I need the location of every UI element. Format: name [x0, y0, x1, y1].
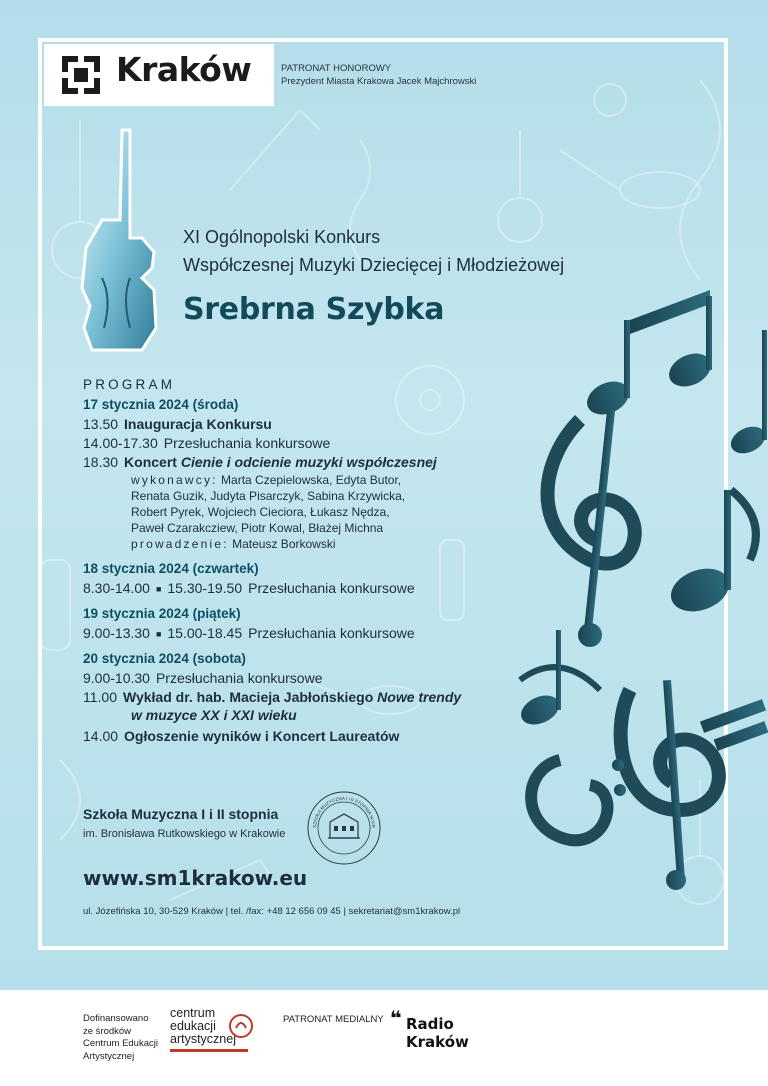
- day-2-heading: 18 stycznia 2024 (czwartek): [83, 561, 259, 576]
- day-3-row: [83, 624, 523, 644]
- time: 9.00-10.30: [83, 669, 150, 686]
- patronat-person: Prezydent Miasta Krakowa Jacek Majchrowski: [281, 76, 477, 87]
- seal-text: SZKOŁA MUZYCZNA I i II STOPNIA W KR: [311, 795, 377, 829]
- day-1-row-2: [83, 434, 523, 453]
- event-text-italic: Nowe trendy: [377, 688, 462, 705]
- funding-note: [83, 1013, 158, 1063]
- title-line-1: XI Ogólnopolski Konkurs: [183, 227, 381, 247]
- event-text: Przesłuchania konkursowe: [248, 580, 415, 596]
- day-3-heading: 19 stycznia 2024 (piątek): [83, 605, 241, 621]
- funding-line-2: ze środków: [83, 1025, 132, 1037]
- time: 13.50: [83, 416, 119, 432]
- event-text: Ogłoszenie wyników i Koncert Laureatów: [124, 727, 400, 744]
- performers-line-1: [83, 472, 523, 488]
- media-patronage-label: PATRONAT MEDIALNY: [283, 1014, 384, 1025]
- day-2-row: [83, 579, 523, 599]
- host-label: prowadzenie:: [131, 537, 229, 551]
- event-text-bold: Koncert: [124, 454, 177, 470]
- bullet-icon: ■: [155, 583, 162, 594]
- radio-krakow-logo: [390, 1008, 490, 1060]
- time: 14.00: [83, 727, 119, 744]
- radio-line-2: Kraków: [406, 1033, 469, 1051]
- event-text-italic: Cienie i odcienie muzyki współczesnej: [180, 454, 437, 470]
- funding-line-4: Artystycznej: [83, 1050, 135, 1062]
- cea-line-2: edukacji: [170, 1019, 216, 1033]
- time: 14.00-17.30: [83, 435, 158, 451]
- svg-text:SZKOŁA MUZYCZNA I i II STOPNIA: [306, 790, 376, 829]
- radio-line-1: Radio: [406, 1015, 454, 1033]
- radio-quote-icon: ❝: [390, 1006, 402, 1030]
- event-text: Przesłuchania konkursowe: [248, 624, 415, 641]
- event-text-bold: Wykład dr. hab. Macieja Jabłońskiego: [123, 688, 374, 705]
- day-4-row-1: [83, 669, 523, 688]
- school-patron: im. Bronisława Rutkowskiego w Krakowie: [83, 828, 286, 840]
- day-4-heading: 20 stycznia 2024 (sobota): [83, 650, 246, 666]
- time-b: 15.30-19.50: [167, 580, 243, 596]
- time: 18.30: [83, 454, 119, 470]
- day-1-row-3: [83, 453, 523, 472]
- host-name: Mateusz Borkowski: [232, 537, 336, 551]
- performers-line-4: Paweł Czarakcziew, Piotr Kowal, Błażej Michna: [131, 521, 384, 535]
- event-text: Inauguracja Konkursu: [124, 416, 272, 432]
- time-b: 15.00-18.45: [167, 624, 243, 641]
- performers-label: wykonawcy:: [131, 473, 218, 487]
- program-heading: PROGRAM: [83, 377, 176, 392]
- time-a: 9.00-13.30: [83, 624, 150, 641]
- event-title: Srebrna Szybka: [183, 292, 445, 327]
- day-4-row-2-continued: w muzyce XX i XXI wieku: [131, 706, 297, 723]
- cea-logo-icon: [228, 1013, 254, 1039]
- cea-logo: [170, 1007, 260, 1057]
- bullet-icon: ■: [155, 628, 162, 639]
- patronat-honorowy: [281, 62, 476, 88]
- school-seal-icon: [306, 790, 382, 866]
- performers-line-2: Renata Guzik, Judyta Pisarczyk, Sabina Krzywicka,: [131, 489, 406, 503]
- performers-line-3: Robert Pyrek, Wojciech Cieciora, Łukasz Nędza,: [131, 505, 390, 519]
- performers-names: Marta Czepielowska, Edyta Butor,: [221, 473, 402, 487]
- school-address: ul. Józefińska 10, 30-529 Kraków | tel. /fax: +48 12 656 09 45 | sekretariat@sm1krakow.pl: [83, 906, 461, 917]
- krakow-logo: [44, 44, 274, 106]
- website-link[interactable]: www.sm1krakow.eu: [83, 866, 308, 890]
- logo-text: Kraków: [116, 50, 252, 89]
- violin-icon: [72, 128, 162, 358]
- funding-line-3: Centrum Edukacji: [83, 1038, 158, 1049]
- krakow-logo-icon: [62, 56, 100, 94]
- day-4-row-2: [83, 688, 523, 707]
- cea-line-3: artystycznej: [170, 1032, 236, 1046]
- day-4-row-3: [83, 727, 523, 746]
- music-notes-icon: [500, 290, 768, 890]
- program-section: [83, 377, 523, 746]
- day-1-row-1: [83, 415, 523, 434]
- event-text: Przesłuchania konkursowe: [155, 669, 323, 686]
- day-1-heading: 17 stycznia 2024 (środa): [83, 397, 239, 412]
- cea-line-1: centrum: [170, 1006, 216, 1020]
- funding-line-1: Dofinansowano: [83, 1013, 149, 1024]
- cea-underline: [170, 1049, 248, 1052]
- patronat-label: PATRONAT HONOROWY: [281, 63, 392, 74]
- time: 11.00: [83, 688, 117, 705]
- host-line: [83, 536, 523, 552]
- event-text: Przesłuchania konkursowe: [163, 435, 331, 451]
- title-line-2: Współczesnej Muzyki Dziecięcej i Młodzieżowej: [183, 255, 565, 275]
- time-a: 8.30-14.00: [83, 580, 150, 596]
- school-name: Szkoła Muzyczna I i II stopnia: [83, 806, 279, 822]
